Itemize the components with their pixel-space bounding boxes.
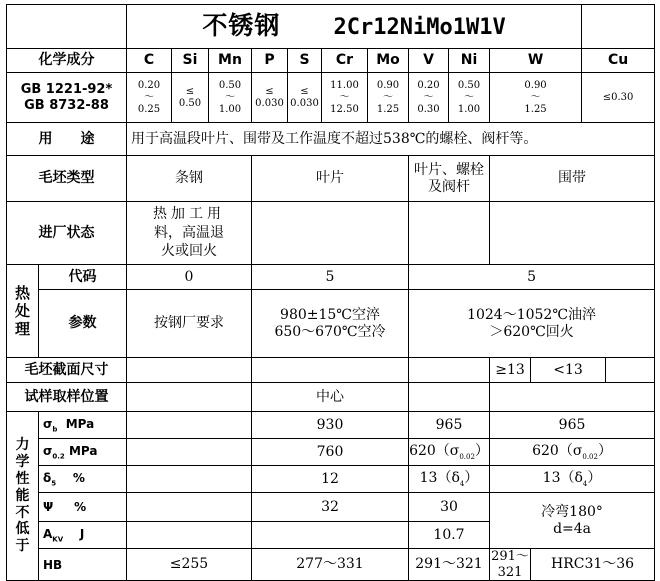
sigma-02-subscript: 0.2	[52, 452, 65, 461]
mech-label-3: 性	[15, 471, 30, 488]
hb-label: HB	[39, 549, 127, 581]
akv-bar	[127, 522, 252, 549]
element-ni: Ni	[449, 49, 490, 73]
delta-bar	[127, 466, 252, 493]
value-p-le: ≤	[265, 85, 274, 97]
section-blade	[252, 358, 409, 383]
value-cu	[582, 73, 655, 123]
title-blank-right	[582, 5, 655, 49]
value-mn-max: 1.00	[218, 103, 242, 115]
title-blank-left	[7, 5, 127, 49]
section-label: 毛坯截面尺寸	[7, 358, 127, 383]
delta-unit: %	[72, 470, 85, 485]
delivery-row	[7, 202, 655, 265]
value-v-sep: ～	[423, 91, 434, 103]
delivery-line-1: 热加工用	[153, 205, 225, 222]
value-cr	[322, 73, 368, 123]
heat-param-shroud	[409, 290, 655, 358]
delta-blade: 12	[252, 466, 409, 493]
blank-type-blade-bolt-l1: 叶片、螺栓	[414, 161, 484, 178]
value-p-max: 0.030	[255, 97, 284, 109]
heat-label-3: 理	[14, 320, 30, 339]
akv-blade	[252, 522, 409, 549]
psi-label	[39, 493, 127, 522]
title-cell	[127, 5, 582, 49]
sigma-b-unit: MPa	[65, 416, 95, 431]
akv-bolt: 10.7	[409, 522, 490, 549]
section-extra	[606, 358, 655, 383]
value-p	[252, 73, 288, 123]
element-p: P	[252, 49, 288, 73]
mech-sigma-b-row	[7, 412, 655, 439]
element-v: V	[409, 49, 449, 73]
element-cu: Cu	[582, 49, 655, 73]
value-si	[172, 73, 209, 123]
mech-label-7: 于	[15, 538, 30, 555]
delta-bolt-sub: 4	[459, 479, 465, 488]
heat-code-blade: 5	[252, 265, 409, 290]
chem-value-row	[7, 73, 655, 123]
sigma-02-bolt-sub: 0.02	[459, 452, 475, 461]
section-bar	[127, 358, 252, 383]
title-row	[7, 5, 655, 49]
value-mo	[368, 73, 409, 123]
value-c-sep: ～	[144, 91, 154, 103]
value-v-max: 0.30	[417, 103, 440, 115]
value-v-min: 0.20	[417, 79, 440, 91]
delta-symbol: δ	[43, 470, 52, 485]
blank-type-blade-bolt-l2: 及阀杆	[428, 178, 470, 195]
heat-param-row	[7, 290, 655, 358]
sigma-b-subscript: b	[52, 425, 58, 434]
element-s: S	[288, 49, 322, 73]
sigma-b-bar	[127, 412, 252, 439]
akv-symbol: A	[43, 526, 53, 541]
blank-type-blade-bolt	[409, 156, 490, 202]
bend-test-line-1: 冷弯180°	[541, 503, 603, 520]
hb-shroud-1: 291～321	[491, 549, 529, 580]
section-ge13: ≥13	[490, 358, 531, 383]
mech-label-5: 不	[15, 504, 30, 521]
sample-blade: 中心	[252, 383, 409, 412]
sigma-02-shroud-value: 620（σ	[532, 443, 583, 460]
delta-shroud	[490, 466, 655, 493]
delivery-shroud	[490, 202, 655, 265]
value-s	[288, 73, 322, 123]
blank-type-label: 毛坯类型	[7, 156, 127, 202]
value-mn	[209, 73, 252, 123]
sample-blade-bolt	[409, 383, 490, 412]
heat-param-blade-l1: 980±15℃空淬	[280, 306, 380, 323]
sigma-02-shroud-close: ）	[597, 443, 612, 460]
section-blade-bolt	[409, 358, 490, 383]
mech-delta-row	[7, 466, 655, 493]
blank-type-blade: 叶片	[252, 156, 409, 202]
value-ni-max: 1.00	[457, 103, 481, 115]
delta-shroud-value: 13（δ	[542, 470, 583, 487]
heat-param-shroud-l2: ＞620℃回火	[489, 323, 574, 340]
blank-type-row	[7, 156, 655, 202]
value-mo-max: 1.25	[376, 103, 400, 115]
value-w	[490, 73, 582, 123]
standard-1: GB 1221-92*	[20, 81, 113, 97]
heat-code-shroud: 5	[409, 265, 655, 290]
value-w-max: 1.25	[524, 103, 547, 115]
section-row	[7, 358, 655, 383]
sigma-b-symbol: σ	[43, 416, 53, 431]
sigma-02-bolt	[409, 439, 490, 466]
value-mo-sep: ～	[383, 91, 393, 103]
delivery-blade	[252, 202, 409, 265]
heat-label-2: 处	[14, 302, 30, 321]
hb-blade: 277～331	[252, 549, 409, 581]
value-c-min: 0.20	[137, 79, 161, 91]
value-cr-min: 11.00	[330, 79, 359, 91]
sigma-02-shroud	[490, 439, 655, 466]
heat-code-bar: 0	[127, 265, 252, 290]
value-si-le: ≤	[185, 85, 195, 97]
delivery-line-3: 火或回火	[161, 243, 217, 260]
delta-bolt-value: 13（δ	[419, 470, 460, 487]
delta-shroud-sub: 4	[582, 479, 588, 488]
psi-bolt: 30	[409, 493, 490, 522]
value-cr-max: 12.50	[330, 103, 359, 115]
value-mn-sep: ～	[225, 91, 235, 103]
standard-2: GB 8732-88	[24, 97, 109, 113]
sigma-02-symbol: σ	[43, 443, 53, 458]
value-s-le: ≤	[300, 85, 309, 97]
sigma-02-unit: MPa	[68, 443, 98, 458]
delivery-blade-bolt	[409, 202, 490, 265]
psi-bar	[127, 493, 252, 522]
delta-bolt	[409, 466, 490, 493]
bend-test-line-2: d=4a	[553, 520, 592, 537]
blank-type-bar: 条钢	[127, 156, 252, 202]
value-cu-max: ≤0.30	[602, 91, 634, 103]
akv-label	[39, 522, 127, 549]
mech-sigma-02-row	[7, 439, 655, 466]
heat-treatment-label	[7, 265, 39, 358]
mech-hb-row	[7, 549, 655, 581]
element-cr: Cr	[322, 49, 368, 73]
psi-blade: 32	[252, 493, 409, 522]
delta-shroud-close: ）	[587, 470, 602, 487]
heat-param-blade-l2: 650～670℃空冷	[274, 323, 386, 340]
element-mo: Mo	[368, 49, 409, 73]
delta-bolt-close: ）	[464, 470, 479, 487]
value-w-min: 0.90	[524, 79, 547, 91]
akv-unit: J	[79, 526, 85, 541]
sigma-02-bolt-close: ）	[474, 443, 489, 460]
delta-subscript: 5	[51, 479, 57, 488]
delivery-line-2: 料，高温退	[154, 224, 224, 241]
sigma-02-shroud-sub: 0.02	[582, 452, 598, 461]
value-ni	[449, 73, 490, 123]
mech-label-4: 能	[15, 487, 30, 504]
sigma-02-bolt-value: 620（σ	[409, 443, 460, 460]
value-ni-min: 0.50	[457, 79, 481, 91]
usage-text: 用于高温段叶片、围带及工作温度不超过538℃的螺栓、阀杆等。	[127, 123, 655, 156]
value-si-max: 0.50	[178, 97, 202, 109]
element-w: W	[490, 49, 582, 73]
sigma-b-blade: 930	[252, 412, 409, 439]
element-c: C	[127, 49, 172, 73]
sigma-b-label	[39, 412, 127, 439]
blank-type-shroud: 围带	[490, 156, 655, 202]
psi-symbol: Ψ	[43, 499, 54, 514]
material-grade: 2Cr12NiMo1W1V	[333, 15, 506, 41]
material-name: 不锈钢	[202, 11, 281, 41]
sample-bar	[127, 383, 252, 412]
value-c-max: 0.25	[137, 103, 161, 115]
chem-label: 化学成分	[7, 49, 127, 73]
heat-code-label: 代码	[39, 265, 127, 290]
sample-row	[7, 383, 655, 412]
hb-bar: ≤255	[127, 549, 252, 581]
akv-subscript: KV	[52, 535, 64, 544]
value-v	[409, 73, 449, 123]
psi-unit: %	[74, 499, 87, 514]
spec-table	[6, 4, 655, 581]
heat-param-bar: 按钢厂要求	[127, 290, 252, 358]
hb-bolt: 291～321	[409, 549, 490, 581]
hb-shroud-2: HRC31～36	[531, 549, 655, 581]
sigma-02-bar	[127, 439, 252, 466]
value-cr-sep: ～	[339, 91, 350, 103]
bend-test	[490, 493, 655, 549]
usage-label: 用 途	[7, 123, 127, 156]
element-si: Si	[172, 49, 209, 73]
value-s-max: 0.030	[290, 97, 319, 109]
sigma-b-shroud: 965	[490, 412, 655, 439]
mech-label-1: 力	[15, 437, 30, 454]
steel-spec-sheet	[6, 4, 655, 581]
heat-param-label: 参数	[39, 290, 127, 358]
usage-row	[7, 123, 655, 156]
element-mn: Mn	[209, 49, 252, 73]
heat-param-shroud-l1: 1024～1052℃油淬	[467, 306, 596, 323]
delta-label	[39, 466, 127, 493]
heat-code-row	[7, 265, 655, 290]
mech-label-6: 低	[15, 521, 30, 538]
value-c	[127, 73, 172, 123]
mech-group-label	[7, 412, 39, 581]
value-mo-min: 0.90	[376, 79, 400, 91]
standard-refs	[7, 73, 127, 123]
sample-shroud	[490, 383, 655, 412]
sigma-02-blade: 760	[252, 439, 409, 466]
mech-psi-row	[7, 493, 655, 522]
delivery-bar	[127, 202, 252, 265]
value-w-sep: ～	[530, 91, 541, 103]
value-ni-sep: ～	[464, 91, 474, 103]
heat-param-blade	[252, 290, 409, 358]
chem-header-row	[7, 49, 655, 73]
heat-label-1: 热	[14, 284, 30, 303]
value-mn-min: 0.50	[218, 79, 242, 91]
sigma-b-bolt: 965	[409, 412, 490, 439]
sigma-02-label	[39, 439, 127, 466]
delivery-label: 进厂状态	[7, 202, 127, 265]
section-lt13: <13	[531, 358, 606, 383]
sample-label: 试样取样位置	[7, 383, 127, 412]
mech-label-2: 学	[15, 454, 30, 471]
